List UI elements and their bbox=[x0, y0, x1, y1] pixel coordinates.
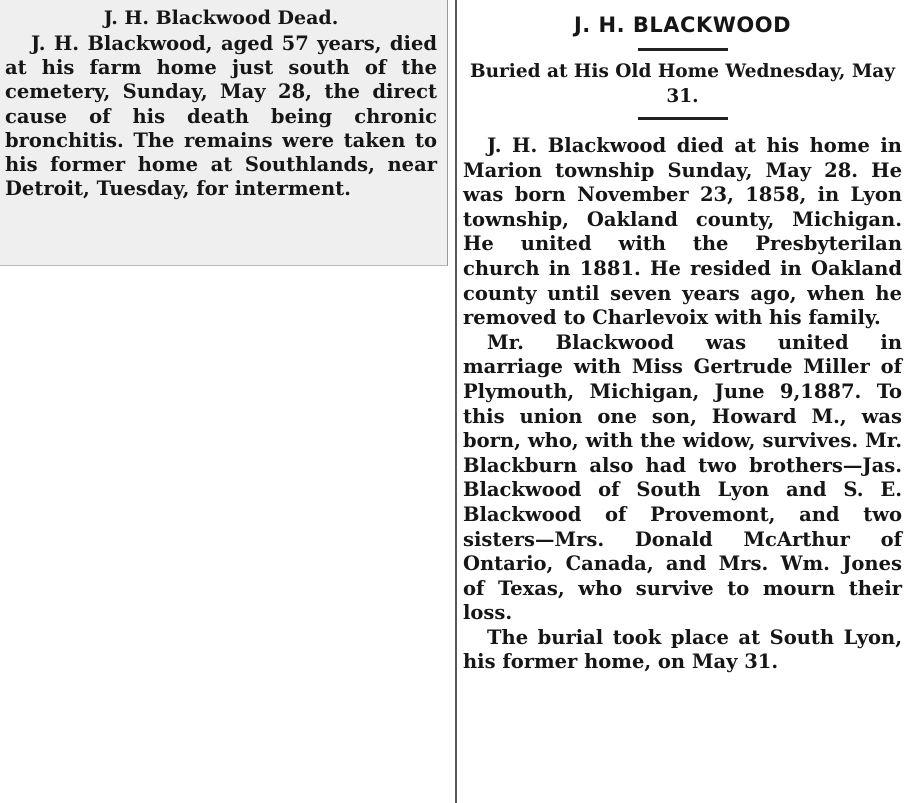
clipping-masthead: J. H. BLACKWOOD bbox=[573, 13, 792, 37]
clipping-subhead: Buried at His Old Home Wednesday, May 31. bbox=[469, 61, 896, 107]
subhead-rule bbox=[638, 117, 728, 120]
paragraph-2: Mr. Blackwood was united in marriage with Miss Gertrude Miller of Plymouth, Michigan, June 9,1887. To this union one son, Howard M., was born, who, with the widow, survives. Mr. Blackburn also had two brothers—Jas. Blackwood of South Lyon and S. E. Blackwood of Provemont, and two sisters—Mrs. Donald McArthur of Ontario, Canada, and Mrs. Wm. Jones of Texas, who survive to mourn their loss. bbox=[463, 330, 902, 625]
obituary-clipping-long bbox=[457, 0, 910, 803]
clipping-headline: J. H. Blackwood Dead. bbox=[103, 7, 339, 29]
obituary-clipping-short bbox=[0, 0, 448, 266]
paragraph-3: The burial took place at South Lyon, his former home, on May 31. bbox=[463, 625, 902, 674]
clipping-body: J. H. Blackwood, aged 57 years, died at his farm home just south of the cemetery, Sunday, May 28, the direct cause of his death being chronic bronchitis. The remains were taken to his former home at Southlands, near Detroit, Tuesday, for interment. bbox=[5, 32, 437, 201]
headline-rule bbox=[638, 48, 728, 51]
paragraph-1: J. H. Blackwood died at his home in Marion township Sunday, May 28. He was born November 23, 1858, in Lyon township, Oakland county, Michigan. He united with the Presbyterilan church in 1881. He resided in Oakland county until seven years ago, when he removed to Charlevoix with his family. bbox=[463, 134, 902, 330]
